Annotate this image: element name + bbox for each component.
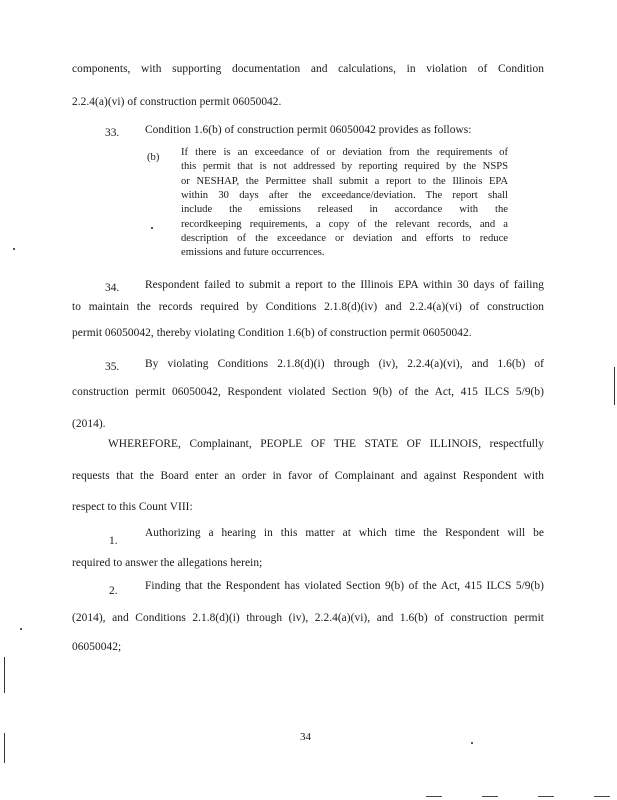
scan-mark-bottom-3 (538, 796, 554, 797)
block-quote-line-1: If there is an exceedance of or deviation from the requirements of (181, 147, 508, 158)
block-quote-line-2: this permit that is not addressed by reporting required by the NSPS (181, 161, 508, 172)
para-continuation-line-2: 2.2.4(a)(vi) of construction permit 06050042. (72, 96, 282, 108)
block-quote-line-4: within 30 days after the exceedance/deviation. The report shall (181, 190, 508, 201)
item-2-number: 2. (109, 585, 118, 597)
para-continuation-line-1: components, with supporting documentation and calculations, in violation of Condition (72, 63, 544, 75)
para-34-line-3: permit 06050042, thereby violating Condition 1.6(b) of construction permit 06050042. (72, 327, 472, 339)
scan-mark-bottom-1 (426, 796, 442, 797)
para-34-line-1: Respondent failed to submit a report to the Illinois EPA within 30 days of failing (145, 279, 544, 291)
item-2-line-1: Finding that the Respondent has violated Section 9(b) of the Act, 415 ILCS 5/9(b) (145, 580, 544, 592)
block-quote-line-3: or NESHAP, the Permittee shall submit a report to the Illinois EPA (181, 176, 508, 187)
block-quote-line-8: emissions and future occurrences. (181, 247, 325, 258)
para-35-line-3: (2014). (72, 418, 106, 430)
wherefore-line-3: respect to this Count VIII: (72, 501, 193, 513)
para-34-number: 34. (105, 282, 120, 294)
block-quote-line-7: description of the exceedance or deviation and efforts to reduce (181, 233, 508, 244)
scan-mark-left-1 (4, 657, 5, 693)
item-1-line-1: Authorizing a hearing in this matter at which time the Respondent will be (145, 527, 544, 539)
page-number: 34 (300, 731, 311, 743)
wherefore-line-2: requests that the Board enter an order in favor of Complainant and against Respondent with (72, 470, 544, 482)
item-2-line-3: 06050042; (72, 641, 122, 653)
item-1-number: 1. (109, 535, 118, 547)
scan-mark-left-2 (4, 733, 5, 763)
wherefore-line-1: WHEREFORE, Complainant, PEOPLE OF THE STATE OF ILLINOIS, respectfully (108, 438, 544, 450)
para-35-line-1: By violating Conditions 2.1.8(d)(i) through (iv), 2.2.4(a)(vi), and 1.6(b) of (145, 358, 544, 370)
para-34-line-2: to maintain the records required by Conditions 2.1.8(d)(iv) and 2.2.4(a)(vi) of construction (72, 301, 544, 313)
para-33-number: 33. (105, 127, 120, 139)
scan-speck-4 (471, 742, 473, 744)
para-35-number: 35. (105, 361, 120, 373)
block-quote-line-5: include the emissions released in accordance with the (181, 204, 508, 215)
scan-mark-bottom-2 (482, 796, 498, 797)
scan-speck-2 (13, 248, 15, 250)
item-1-line-2: required to answer the allegations herein; (72, 557, 263, 569)
para-33-text: Condition 1.6(b) of construction permit 06050042 provides as follows: (145, 124, 472, 136)
scan-mark-bottom-4 (594, 796, 610, 797)
block-quote-line-6: recordkeeping requirements, a copy of the relevant records, and a (181, 219, 508, 230)
scan-speck-3 (20, 628, 22, 630)
scan-mark-right (614, 367, 615, 405)
para-35-line-2: construction permit 06050042, Respondent violated Section 9(b) of the Act, 415 ILCS 5/9(b) (72, 386, 544, 398)
item-2-line-2: (2014), and Conditions 2.1.8(d)(i) through (iv), 2.2.4(a)(vi), and 1.6(b) of construction permit (72, 612, 544, 624)
scan-speck-1 (151, 227, 153, 229)
block-quote-label: (b) (147, 152, 160, 163)
